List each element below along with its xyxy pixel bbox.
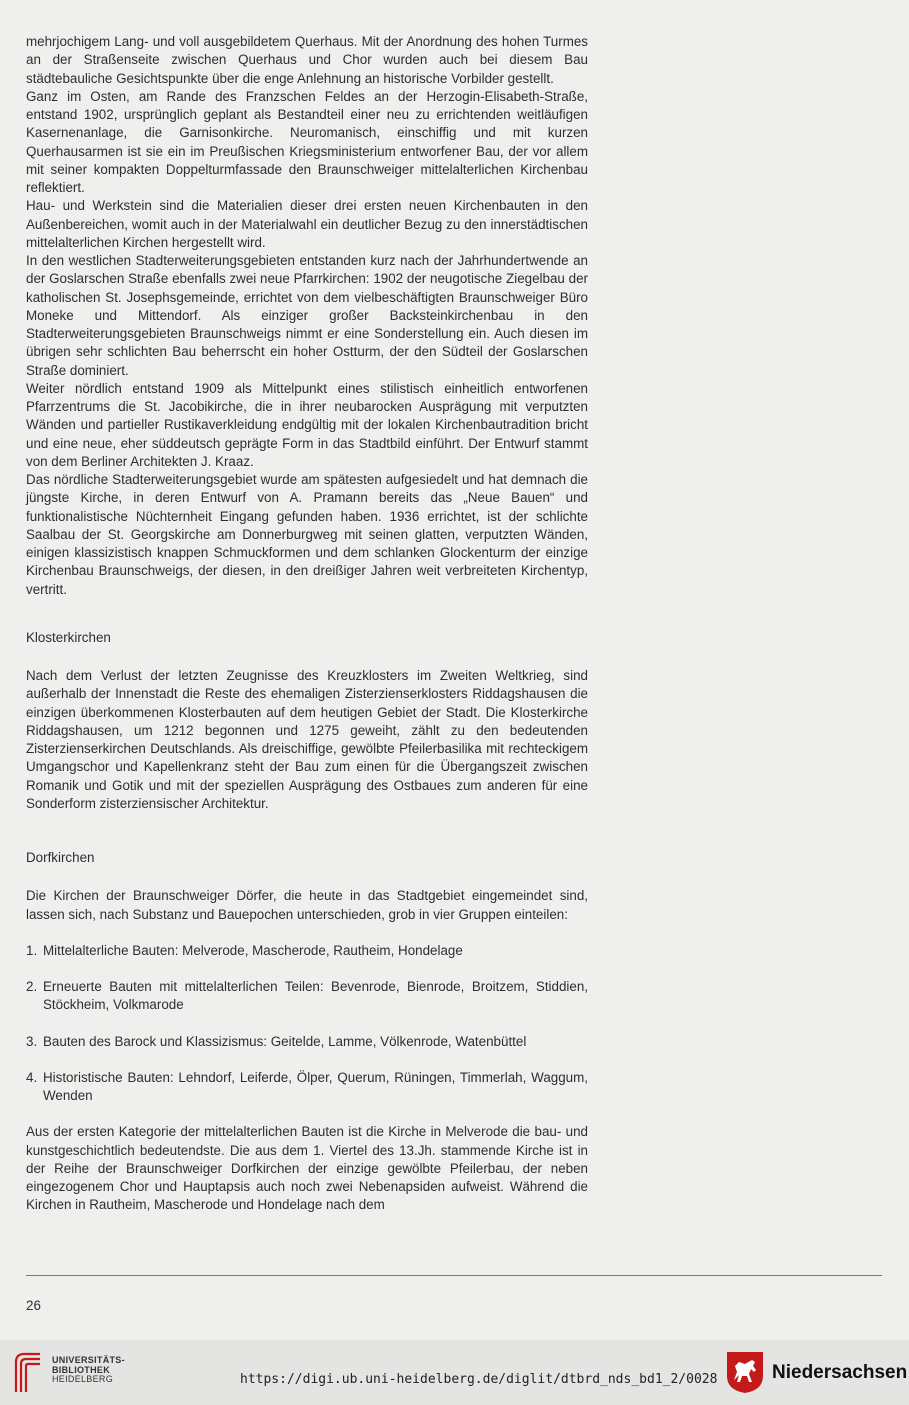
church-group-list [26, 942, 588, 1106]
paragraph: Die Kirchen der Braunschweiger Dörfer, die heute in das Stadtgebiet eingemeindet sind, lassen sich, nach Substanz und Bauepochen unterschieden, grob in vier Gruppen einteilen: [26, 888, 588, 922]
university-library-name [52, 1356, 125, 1385]
list-number: 1. [26, 942, 38, 958]
university-library-logo-icon[interactable] [10, 1348, 46, 1396]
section-heading-dorfkirchen: Dorfkirchen [26, 850, 95, 865]
paragraph: mehrjochigem Lang- und voll ausgebildetem Querhaus. Mit der Anordnung des hohen Turmes an der Straßenseite zwischen Querhaus und Chor wurden auch bei diesem Bau städtebauliche Gesichtspunkte über die enge Anlehnung an historische Vorbilder gestellt. [26, 34, 588, 86]
list-item [26, 1069, 588, 1106]
permalink-url[interactable]: https://digi.ub.uni-heidelberg.de/diglit/dtbrd_nds_bd1_2/0028 [240, 1372, 718, 1387]
paragraph: Das nördliche Stadterweiterungsgebiet wurde am spätesten aufgesiedelt und hat demnach die jüngste Kirche, in deren Entwurf von A. Pramann bereits das „Neue Bauen“ und funktionalistische Nüchternheit Eingang gefunden haben. 1936 errichtet, ist der schlichte Saalbau der St. Georgskirche am Donnerburgweg mit seinen glatten, verputzten Wänden, einigen klassizistisch knappen Schmuckformen und dem schlanken Glockenturm der einzige Kirchenbau Braunschweigs, der diesen, in den dreißiger Jahren weit verbreiteten Kirchentyp, vertritt. [26, 472, 588, 597]
footnote-divider [26, 1275, 882, 1276]
viewer-footer [0, 1340, 909, 1405]
library-line: BIBLIOTHEK [52, 1364, 110, 1375]
paragraph: Nach dem Verlust der letzten Zeugnisse des Kreuzklosters im Zweiten Weltkrieg, sind außerhalb der Innenstadt die Reste des ehemaligen Zisterzienserklosters Riddagshausen die einzigen überkommenen Klosterbauten auf dem heutigen Gebiet der Stadt. Die Klosterkirche Riddagshausen, um 1212 begonnen und 1275 geweiht, zählt zu den bedeutenden Zisterzienserkirchen Deutschlands. Als dreischiffige, gewölbte Pfeilerbasilika mit rechteckigem Umgangschor und Kapellenkranz steht der Bau zum einen für die Übergangszeit zwischen Romanik und Gotik und mit der speziellen Ausprägung des Ostbaues zum anderen für eine Sonderform zisterziensischer Architektur. [26, 668, 588, 811]
body-text [26, 33, 588, 1215]
paragraph: In den westlichen Stadterweiterungsgebieten entstanden kurz nach der Jahrhundertwende an der Goslarschen Straße ebenfalls zwei neue Pfarrkirchen: 1902 der neugotische Ziegelbau der katholischen St. Josephsgemeinde, errichtet von dem vielbeschäftigten Braunschweiger Büro Moneke und Mittendorf. Als einziger großer Backsteinkirchenbau in den Stadterweiterungsgebieten Braunschweigs nimmt er eine Sonderstellung ein. Auch diesen im übrigen sehr schlichten Bau beherrscht ein hoher Ostturm, der den Südteil der Goslarschen Straße dominiert. [26, 253, 588, 378]
niedersachsen-horse-crest-icon [725, 1350, 765, 1394]
list-number: 3. [26, 1033, 38, 1049]
state-label: Niedersachsen [772, 1362, 908, 1383]
section-heading-klosterkirchen: Klosterkirchen [26, 629, 111, 645]
list-item [26, 978, 588, 1015]
list-text: Historistische Bauten: Lehndorf, Leiferde, Ölper, Querum, Rüningen, Timmerlah, Waggum, Wenden [43, 1069, 588, 1103]
list-number: 2. [26, 979, 38, 994]
paragraph: Weiter nördlich entstand 1909 als Mittelpunkt eines stilistisch einheitlich entworfenen Pfarrzentrums die St. Jacobikirche, die in ihrer neubarocken Ausprägung mit verputzten Wänden und partieller Rustikaverkleidung endgültig mit der lokalen Kirchenbautradition bricht und eine neue, eher süddeutsch geprägte Form in das Stadtbild einführt. Der Entwurf stammt von dem Berliner Architekten J. Kraaz. [26, 380, 588, 469]
paragraph: Hau- und Werkstein sind die Materialien dieser drei ersten neuen Kirchenbauten in den Außenbereichen, womit auch in der Materialwahl ein deutlicher Bezug zu den innerstädtischen mittelalterlichen Kirchen hergestellt wird. [26, 198, 588, 250]
paragraph: Ganz im Osten, am Rande des Franzschen Feldes an der Herzogin-Elisabeth-Straße, entstand 1902, ursprünglich geplant als Bestandteil einer neu zu errichtenden weitläufigen Kasernenanlage, die Garnisonkirche. Neuromanisch, einschiffig und mit kurzen Querhausarmen ist sie ein im Preußischen Kriegsministerium entworfener Bau, der vor allem mit seiner kompakten Doppelturmfassade den Braunschweiger mittelalterlichen Kirchenbau reflektiert. [26, 88, 588, 195]
list-text: Bauten des Barock und Klassizismus: Geitelde, Lamme, Völkenrode, Watenbüttel [43, 1033, 527, 1049]
library-line: UNIVERSITÄTS- [52, 1355, 125, 1365]
list-item [26, 1033, 588, 1051]
list-text: Mittelalterliche Bauten: Melverode, Mascherode, Rautheim, Hondelage [43, 942, 463, 958]
paragraph: Aus der ersten Kategorie der mittelalterlichen Bauten ist die Kirche in Melverode die bau- und kunstgeschichtlich bedeutendste. Die aus dem 1. Viertel des 13.Jh. stammende Kirche ist in der Reihe der Braunschweiger Dorfkirchen der einzige gewölbte Pfeilerbau, der neben eingezogenem Chor und Hauptapsis auch noch zwei Nebenapsiden aufweist. Während die Kirchen in Rautheim, Mascherode und Hondelage nach dem [26, 1124, 588, 1213]
library-line: HEIDELBERG [52, 1374, 114, 1384]
list-item [26, 942, 588, 960]
list-text: Erneuerte Bauten mit mittelalterlichen Teilen: Bevenrode, Bienrode, Broitzem, Stiddien, Stöckheim, Volkmarode [43, 979, 588, 1013]
page-number: 26 [26, 1298, 41, 1313]
list-number: 4. [26, 1069, 38, 1085]
